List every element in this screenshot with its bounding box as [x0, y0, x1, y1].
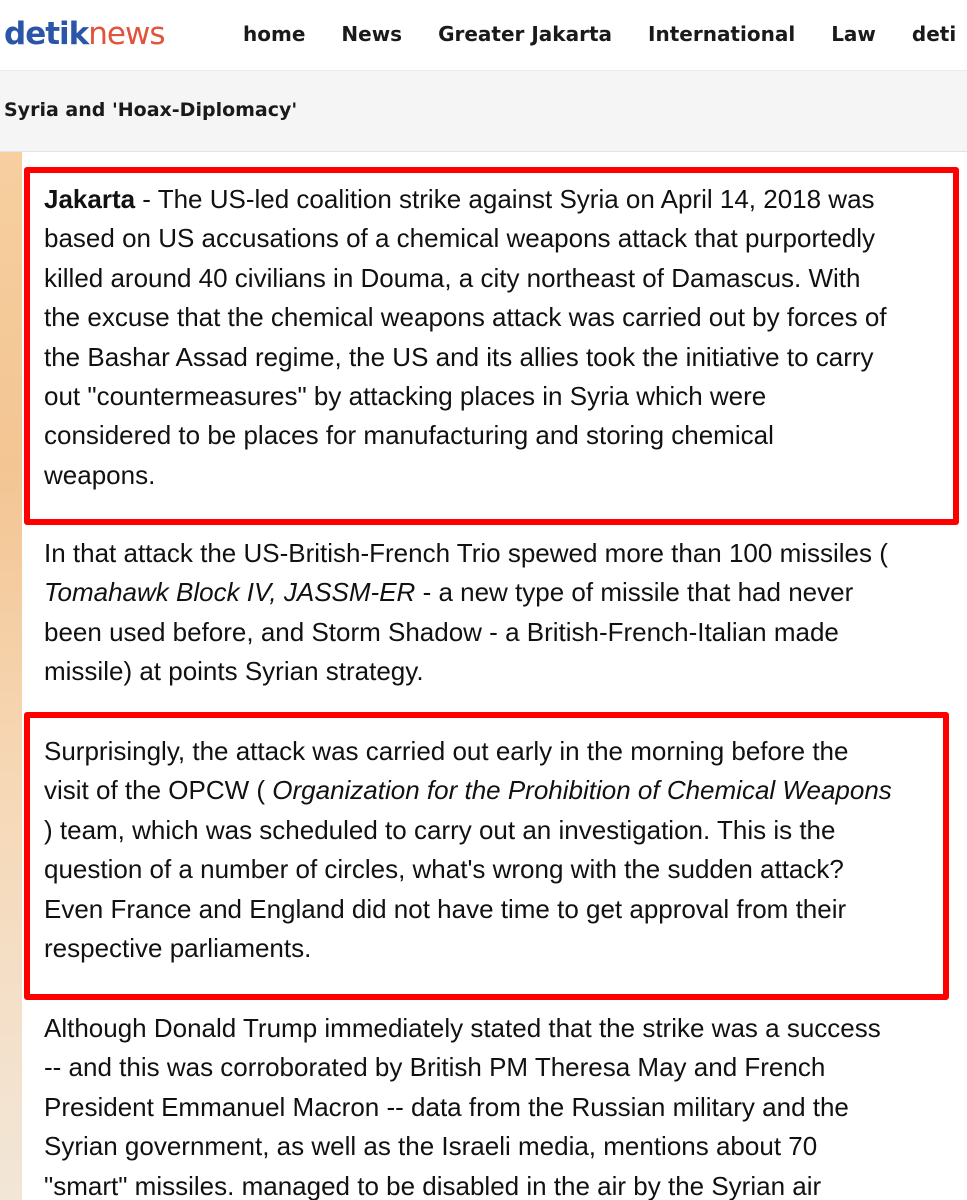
opcw-full-name: Organization for the Prohibition of Chemical Weapons — [272, 775, 892, 806]
text-line: Even France and England did not have time to get approval from their — [44, 893, 847, 924]
article-title: Syria and 'Hoax-Diplomacy' — [4, 99, 298, 121]
paragraph-2 — [44, 534, 888, 692]
text-line: weapons. — [44, 459, 156, 490]
text-line: President Emmanuel Macron -- data from the Russian military and the — [44, 1091, 849, 1122]
text-line: In that attack the US-British-French Trio spewed more than 100 missiles ( — [44, 538, 888, 568]
text-line — [44, 180, 887, 219]
text-line: considered to be places for manufacturing and storing chemical — [44, 420, 774, 451]
logo-detik: detik — [4, 16, 89, 52]
text-line: the excuse that the chemical weapons attack was carried out by forces of — [44, 302, 887, 333]
text-span: visit of the OPCW ( — [44, 775, 273, 806]
text-line: -- and this was corroborated by British PM Theresa May and French — [44, 1052, 826, 1083]
text-line: killed around 40 civilians in Douma, a city northeast of Damascus. With — [44, 262, 861, 293]
text-line — [44, 771, 892, 810]
nav-law[interactable]: Law — [831, 22, 876, 46]
nav-deti-truncated[interactable]: deti — [911, 22, 957, 46]
main-nav — [243, 20, 967, 48]
paragraph-3 — [44, 732, 892, 968]
text-line: based on US accusations of a chemical weapons attack that purportedly — [44, 223, 876, 254]
text-line: the Bashar Assad regime, the US and its allies took the initiative to carry — [44, 341, 874, 372]
text-line: been used before, and Storm Shadow - a British-French-Italian made — [44, 616, 839, 647]
text-line — [44, 573, 888, 612]
text-line: respective parliaments. — [44, 933, 312, 964]
dateline: Jakarta — [44, 184, 136, 214]
article-title-bar — [0, 71, 967, 152]
site-logo[interactable] — [4, 14, 165, 54]
text-line: missile) at points Syrian strategy. — [44, 656, 424, 687]
nav-home[interactable]: home — [243, 22, 306, 46]
nav-international[interactable]: International — [648, 22, 796, 46]
side-decoration — [0, 152, 22, 1200]
text-line: question of a number of circles, what's wrong with the sudden attack? — [44, 854, 844, 885]
text-line: Surprisingly, the attack was carried out early in the morning before the — [44, 736, 849, 766]
text-line: out "countermeasures" by attacking places in Syria which were — [44, 381, 767, 412]
nav-news[interactable]: News — [341, 22, 403, 46]
text-span: - The US-led coalition strike against Syria on April 14, 2018 was — [135, 184, 875, 214]
nav-greater-jakarta[interactable]: Greater Jakarta — [438, 22, 613, 46]
paragraph-4 — [44, 1009, 881, 1200]
paragraph-1 — [44, 180, 887, 495]
text-line: Syrian government, as well as the Israeli media, mentions about 70 — [44, 1131, 818, 1162]
logo-news: news — [88, 16, 165, 52]
text-line: "smart" missiles. managed to be disabled in the air by the Syrian air — [44, 1170, 822, 1200]
text-span: - a new type of missile that had never — [415, 577, 854, 608]
text-line: ) team, which was scheduled to carry out an investigation. This is the — [44, 814, 836, 845]
site-header — [0, 0, 967, 71]
missile-names: Tomahawk Block IV, JASSM-ER — [44, 577, 416, 608]
text-line: Although Donald Trump immediately stated that the strike was a success — [44, 1013, 881, 1043]
